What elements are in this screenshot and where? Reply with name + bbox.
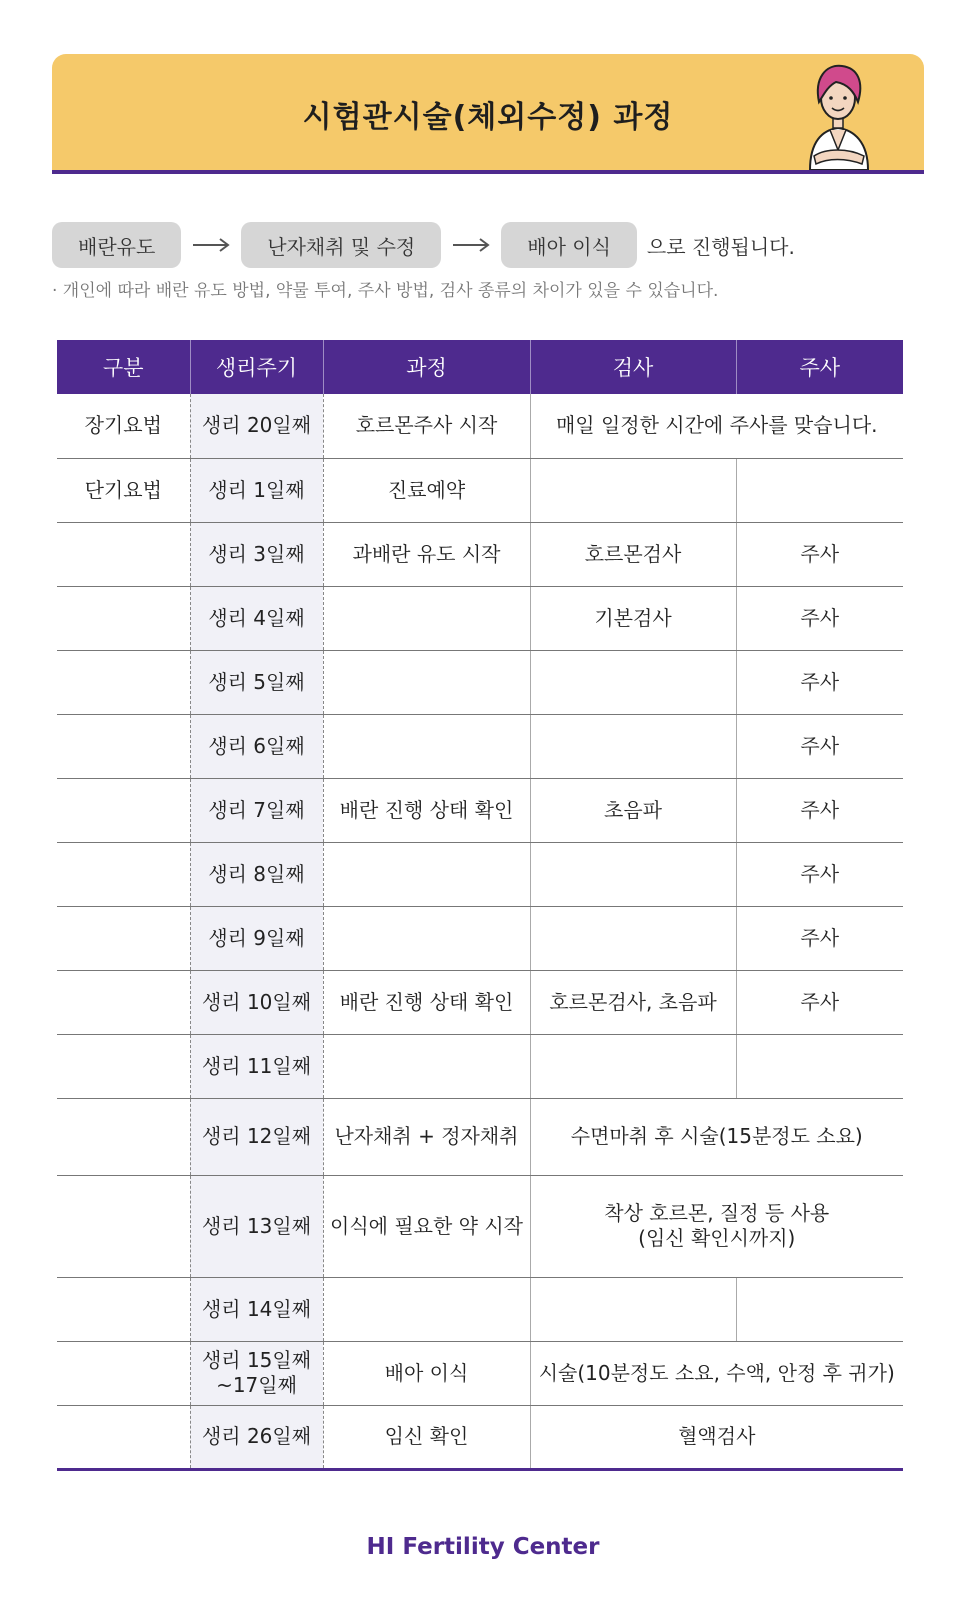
table-row: [57, 522, 903, 586]
category-cell: [57, 1175, 190, 1277]
category-cell: [57, 650, 190, 714]
flow-step-retrieval: 난자채취 및 수정: [241, 222, 441, 268]
category-cell: [57, 714, 190, 778]
header-category: 구분: [57, 340, 190, 394]
test-cell: [530, 1034, 736, 1098]
injection-cell: [736, 1277, 903, 1341]
table-row: [57, 650, 903, 714]
table-row: [57, 458, 903, 522]
cycle-cell: [190, 1341, 323, 1405]
process-cell: [323, 650, 530, 714]
process-cell: 배아 이식: [323, 1341, 530, 1405]
process-cell: [323, 714, 530, 778]
process-cell: 난자채취 + 정자채취: [323, 1098, 530, 1175]
cycle-cell: 생리 12일째: [190, 1098, 323, 1175]
process-cell: [323, 842, 530, 906]
schedule-table: [57, 340, 903, 1471]
merged-cell: [530, 1175, 903, 1277]
cycle-cell: 생리 1일째: [190, 458, 323, 522]
process-cell: 이식에 필요한 약 시작: [323, 1175, 530, 1277]
cycle-cell: 생리 11일째: [190, 1034, 323, 1098]
cycle-cell-line1: 생리 15일째: [201, 1348, 312, 1372]
category-cell: [57, 778, 190, 842]
injection-cell: 주사: [736, 586, 903, 650]
category-cell: [57, 1098, 190, 1175]
test-cell: 초음파: [530, 778, 736, 842]
cycle-cell: 생리 7일째: [190, 778, 323, 842]
process-cell: [323, 1034, 530, 1098]
process-cell: 진료예약: [323, 458, 530, 522]
category-cell: [57, 970, 190, 1034]
test-cell: 기본검사: [530, 586, 736, 650]
injection-cell: 주사: [736, 842, 903, 906]
merged-cell: 시술(10분정도 소요, 수액, 안정 후 귀가): [530, 1341, 903, 1405]
merged-cell: 혈액검사: [530, 1405, 903, 1469]
header-banner: [52, 54, 924, 174]
flow-step-ovulation: 배란유도: [52, 222, 181, 268]
table-row: [57, 778, 903, 842]
process-flow: [52, 222, 795, 268]
table-row: [57, 586, 903, 650]
process-cell: 과배란 유도 시작: [323, 522, 530, 586]
category-cell: [57, 1405, 190, 1469]
test-cell: [530, 650, 736, 714]
header-cycle: 생리주기: [190, 340, 323, 394]
test-cell: [530, 1277, 736, 1341]
cycle-cell: 생리 13일째: [190, 1175, 323, 1277]
injection-cell: 주사: [736, 906, 903, 970]
table-row: [57, 1405, 903, 1469]
header-test: 검사: [530, 340, 736, 394]
flow-step-transfer: 배아 이식: [501, 222, 637, 268]
injection-cell: [736, 1034, 903, 1098]
cycle-cell: 생리 3일째: [190, 522, 323, 586]
table-row: [57, 1341, 903, 1405]
cycle-cell: 생리 6일째: [190, 714, 323, 778]
test-cell: [530, 906, 736, 970]
injection-cell: 주사: [736, 650, 903, 714]
table-row: [57, 1277, 903, 1341]
category-cell: [57, 1277, 190, 1341]
right-arrow-icon: [181, 237, 241, 253]
process-cell: [323, 1277, 530, 1341]
process-cell: 배란 진행 상태 확인: [323, 970, 530, 1034]
cycle-cell: 생리 14일째: [190, 1277, 323, 1341]
header-injection: 주사: [736, 340, 903, 394]
category-cell: [57, 1341, 190, 1405]
injection-cell: [736, 458, 903, 522]
injection-cell: 주사: [736, 522, 903, 586]
category-cell: [57, 906, 190, 970]
table-row: [57, 906, 903, 970]
test-cell: 호르몬검사: [530, 522, 736, 586]
process-cell: 임신 확인: [323, 1405, 530, 1469]
table-row: [57, 394, 903, 458]
category-cell: [57, 842, 190, 906]
category-cell: [57, 586, 190, 650]
page-title: 시험관시술(체외수정) 과정: [302, 100, 674, 135]
header-process: 과정: [323, 340, 530, 394]
disclaimer-note: · 개인에 따라 배란 유도 방법, 약물 투여, 주사 방법, 검사 종류의 차이가 있을 수 있습니다.: [52, 281, 719, 301]
table-row: [57, 1175, 903, 1277]
category-cell: 장기요법: [57, 394, 190, 458]
category-cell: 단기요법: [57, 458, 190, 522]
cycle-cell: 생리 9일째: [190, 906, 323, 970]
process-cell: [323, 586, 530, 650]
right-arrow-icon: [441, 237, 501, 253]
brand-footer: HI Fertility Center: [366, 1534, 600, 1560]
test-cell: [530, 842, 736, 906]
merged-cell: 매일 일정한 시간에 주사를 맞습니다.: [530, 394, 903, 458]
merged-cell-line1: 착상 호르몬, 질정 등 사용: [604, 1201, 830, 1225]
category-cell: [57, 1034, 190, 1098]
process-cell: [323, 906, 530, 970]
table-row: [57, 970, 903, 1034]
cycle-cell: 생리 20일째: [190, 394, 323, 458]
test-cell: [530, 458, 736, 522]
table-row: [57, 1098, 903, 1175]
cycle-cell: 생리 10일째: [190, 970, 323, 1034]
injection-cell: 주사: [736, 970, 903, 1034]
cycle-cell-line2: ~17일째: [216, 1373, 297, 1397]
table-row: [57, 714, 903, 778]
cycle-cell: 생리 4일째: [190, 586, 323, 650]
merged-cell-line2: (임신 확인시까지): [638, 1226, 796, 1250]
table-row: [57, 1034, 903, 1098]
merged-cell: 수면마취 후 시술(15분정도 소요): [530, 1098, 903, 1175]
cycle-cell: 생리 8일째: [190, 842, 323, 906]
test-cell: [530, 714, 736, 778]
injection-cell: 주사: [736, 714, 903, 778]
process-cell: 호르몬주사 시작: [323, 394, 530, 458]
cycle-cell: 생리 5일째: [190, 650, 323, 714]
flow-suffix-text: 으로 진행됩니다.: [646, 234, 795, 259]
cycle-cell: 생리 26일째: [190, 1405, 323, 1469]
test-cell: 호르몬검사, 초음파: [530, 970, 736, 1034]
injection-cell: 주사: [736, 778, 903, 842]
table-row: [57, 842, 903, 906]
doctor-illustration-icon: [792, 58, 884, 170]
process-cell: 배란 진행 상태 확인: [323, 778, 530, 842]
table-header-row: [57, 340, 903, 394]
category-cell: [57, 522, 190, 586]
